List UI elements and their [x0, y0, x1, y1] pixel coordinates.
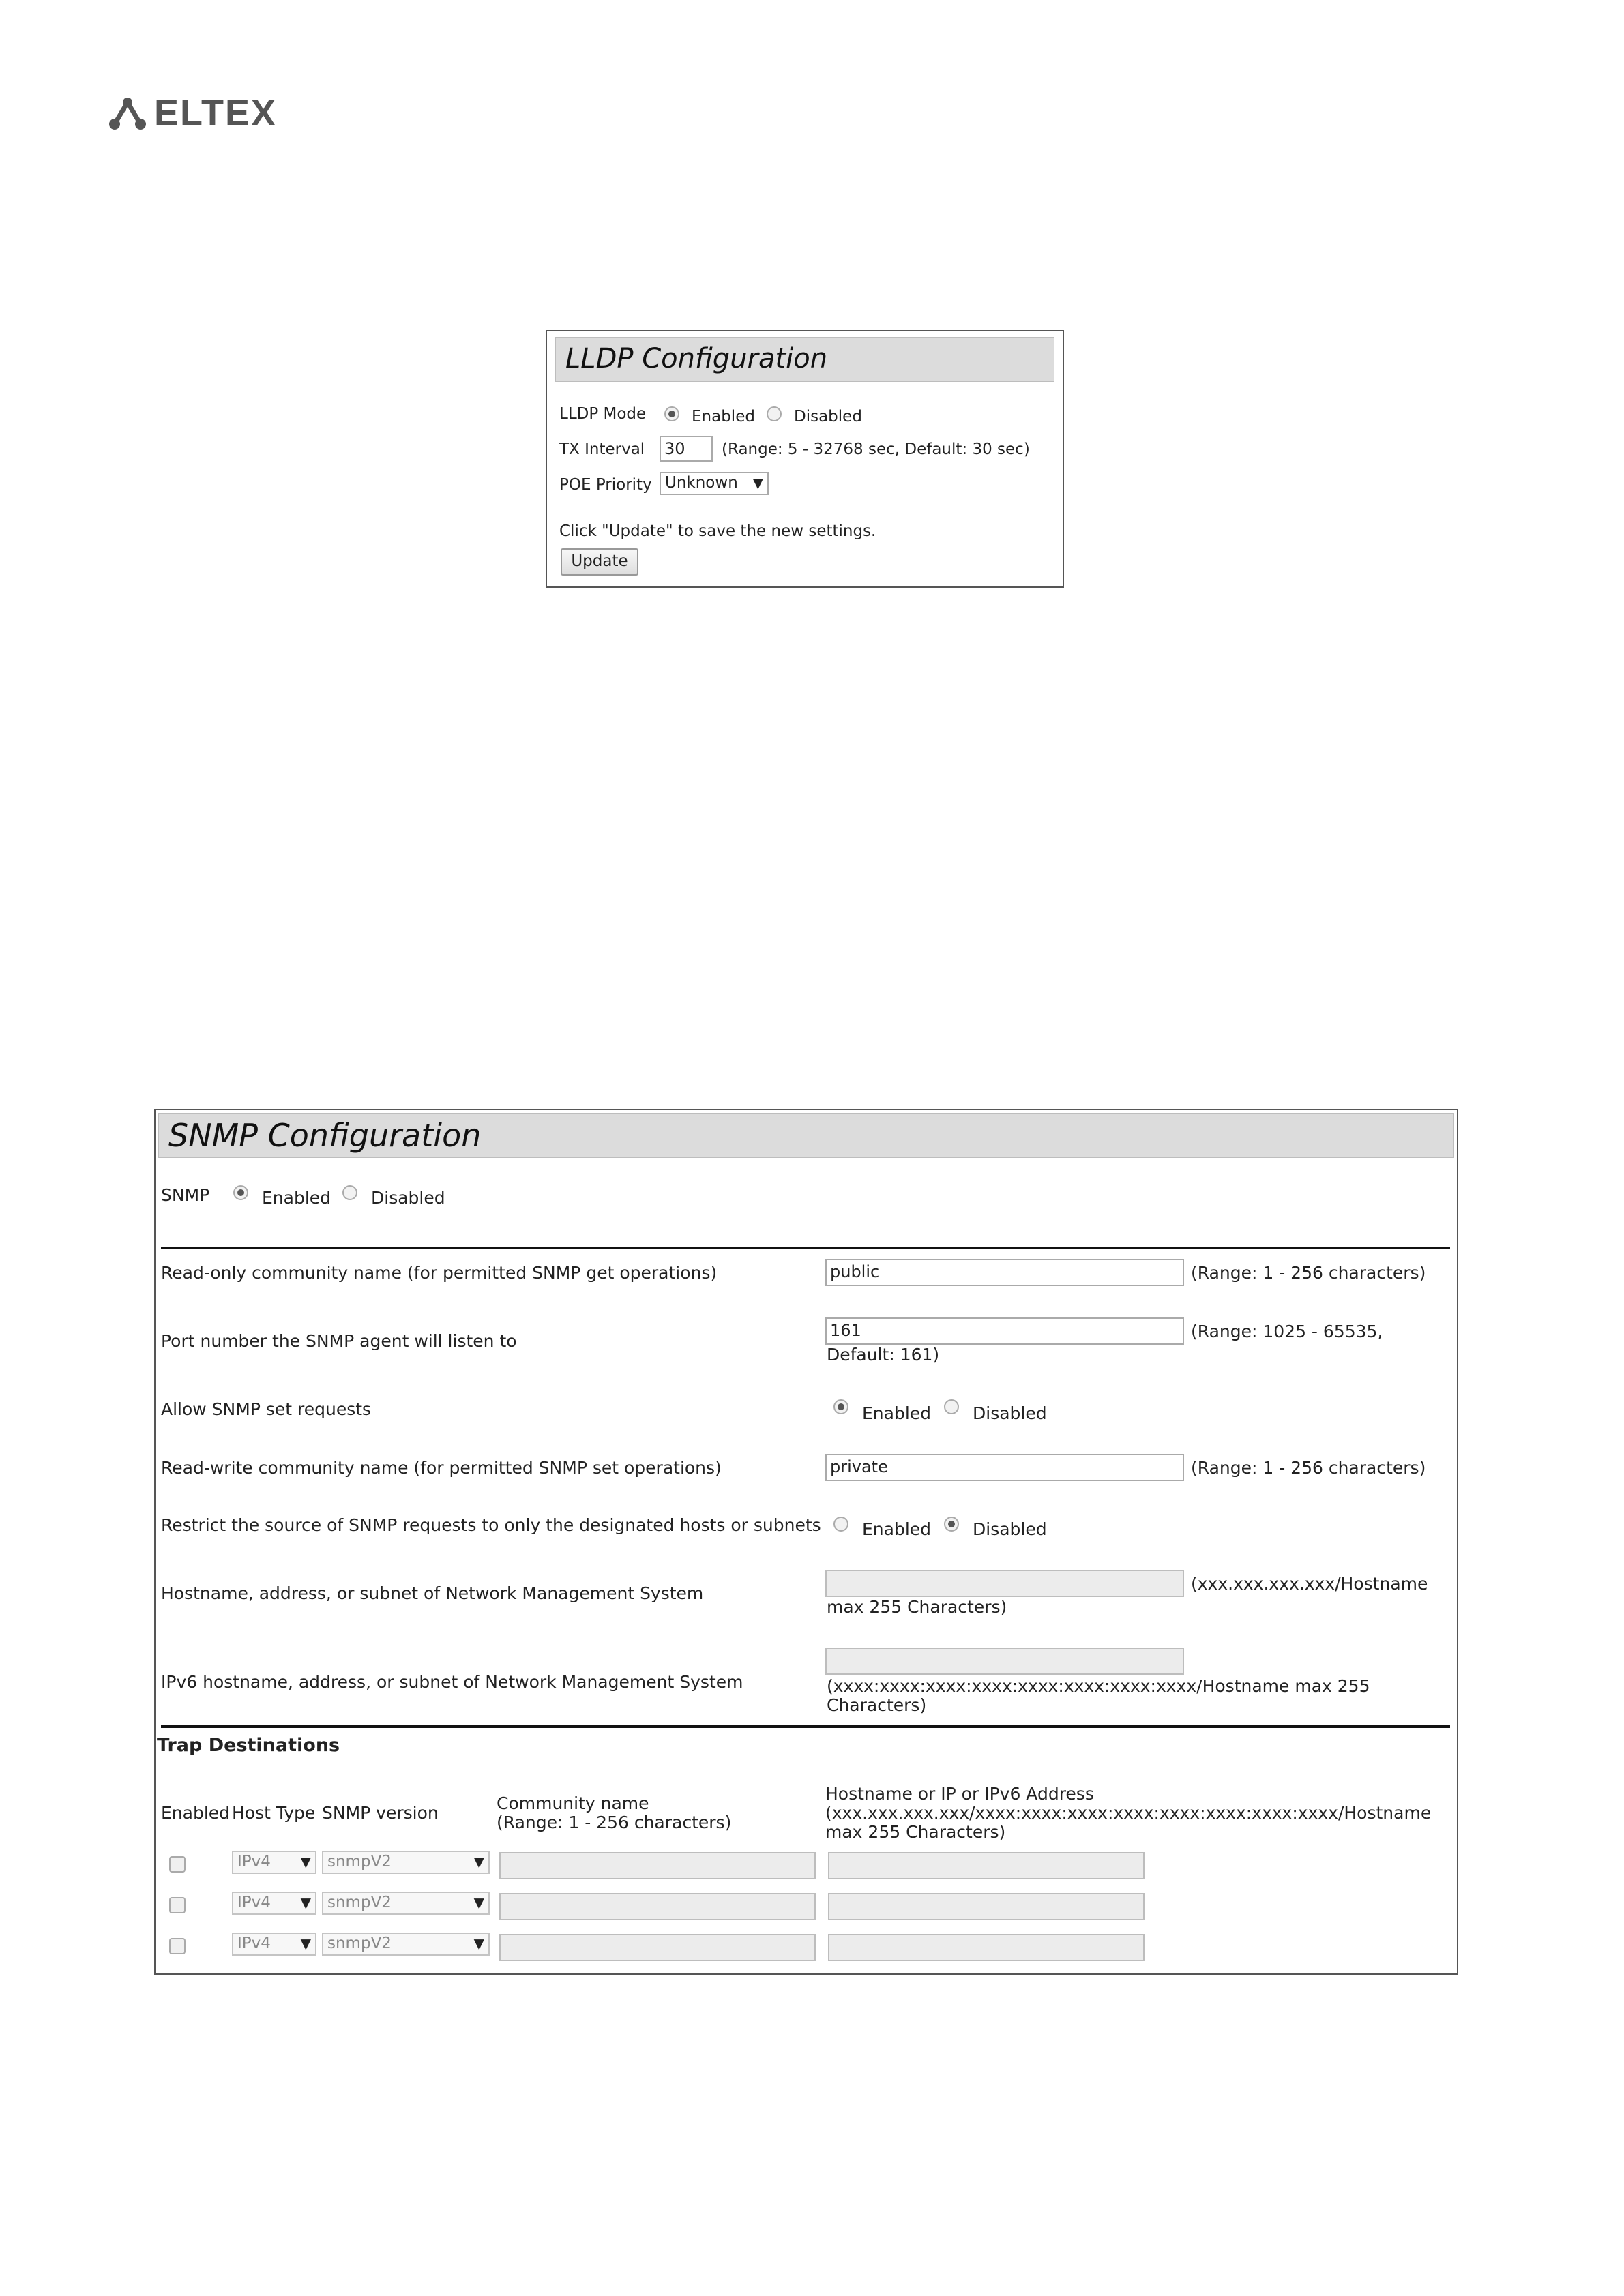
lldp-disabled-label: Disabled — [794, 408, 862, 426]
section-divider — [161, 1247, 1450, 1249]
snmp-disabled-radio[interactable] — [342, 1185, 357, 1200]
chevron-down-icon: ▼ — [300, 1935, 311, 1952]
nms-hint-2: max 255 Characters) — [827, 1597, 1007, 1617]
snmp-enabled-label: Enabled — [262, 1188, 331, 1208]
nms-hint-1: (xxx.xxx.xxx.xxx/Hostname — [1191, 1574, 1428, 1594]
set-requests-label: Allow SNMP set requests — [161, 1399, 372, 1419]
ro-community-input[interactable]: public — [825, 1259, 1184, 1286]
ro-community-label: Read-only community name (for permitted SNMP get operations) — [161, 1263, 718, 1283]
trap-host-type-value: IPv4 — [237, 1894, 271, 1911]
trap-host-type-value: IPv4 — [237, 1935, 271, 1952]
trap-community-input[interactable] — [499, 1893, 816, 1920]
col-host-type: Host Type — [232, 1803, 316, 1823]
restrict-enabled-label: Enabled — [862, 1519, 932, 1539]
port-hint-2: Default: 161) — [827, 1345, 940, 1365]
nms6-label: IPv6 hostname, address, or subnet of Network Management System — [161, 1672, 743, 1692]
chevron-down-icon: ▼ — [300, 1894, 311, 1911]
col-community-2: (Range: 1 - 256 characters) — [497, 1813, 732, 1832]
col-host-1: Hostname or IP or IPv6 Address — [825, 1784, 1094, 1804]
chevron-down-icon: ▼ — [752, 475, 763, 491]
trap-host-input[interactable] — [828, 1893, 1145, 1920]
snmp-title: SNMP Configuration — [158, 1113, 1454, 1158]
lldp-disabled-radio[interactable] — [767, 406, 782, 421]
restrict-label: Restrict the source of SNMP requests to only the designated hosts or subnets — [161, 1515, 821, 1535]
trap-enabled-checkbox[interactable] — [169, 1938, 186, 1954]
nms-label: Hostname, address, or subnet of Network Management System — [161, 1583, 704, 1603]
rw-community-input[interactable]: private — [825, 1454, 1184, 1481]
poe-priority-select[interactable] — [660, 472, 769, 495]
rw-community-label: Read-write community name (for permitted SNMP set operations) — [161, 1458, 722, 1478]
snmp-panel — [154, 1109, 1458, 1975]
save-note: Click "Update" to save the new settings. — [559, 522, 876, 540]
nms6-hint-1: (xxxx:xxxx:xxxx:xxxx:xxxx:xxxx:xxxx:xxxx/Hostname max 255 — [827, 1676, 1370, 1696]
port-label: Port number the SNMP agent will listen to — [161, 1331, 517, 1351]
restrict-disabled-radio[interactable] — [944, 1517, 959, 1532]
trap-community-input[interactable] — [499, 1934, 816, 1961]
rw-community-hint: (Range: 1 - 256 characters) — [1191, 1458, 1426, 1478]
trap-host-input[interactable] — [828, 1934, 1145, 1961]
set-disabled-radio[interactable] — [944, 1399, 959, 1414]
trap-host-input[interactable] — [828, 1852, 1145, 1879]
lldp-mode-label: LLDP Mode — [559, 405, 647, 423]
set-disabled-label: Disabled — [973, 1403, 1047, 1423]
restrict-disabled-label: Disabled — [973, 1519, 1047, 1539]
chevron-down-icon: ▼ — [473, 1853, 484, 1870]
eltex-logo-icon — [108, 95, 147, 131]
set-enabled-label: Enabled — [862, 1403, 932, 1423]
trap-version-select[interactable] — [322, 1933, 490, 1956]
lldp-enabled-label: Enabled — [692, 408, 755, 426]
col-snmp-version: SNMP version — [322, 1803, 439, 1823]
trap-enabled-checkbox[interactable] — [169, 1897, 186, 1913]
lldp-title: LLDP Configuration — [555, 337, 1054, 382]
port-hint-1: (Range: 1025 - 65535, — [1191, 1322, 1383, 1341]
snmp-disabled-label: Disabled — [371, 1188, 445, 1208]
trap-host-type-select[interactable] — [232, 1892, 316, 1915]
lldp-panel — [546, 330, 1064, 588]
col-host-2: (xxx.xxx.xxx.xxx/xxxx:xxxx:xxxx:xxxx:xxxx:xxxx:xxxx:xxxx/Hostname — [825, 1803, 1432, 1823]
tx-interval-input[interactable]: 30 — [660, 436, 713, 462]
update-button[interactable]: Update — [561, 548, 638, 576]
ro-community-hint: (Range: 1 - 256 characters) — [1191, 1263, 1426, 1283]
eltex-logo — [108, 93, 277, 134]
lldp-enabled-radio[interactable] — [664, 406, 679, 421]
set-enabled-radio[interactable] — [833, 1399, 848, 1414]
col-enabled: Enabled — [161, 1803, 231, 1823]
nms6-hint-2: Characters) — [827, 1695, 927, 1715]
snmp-mode-label: SNMP — [161, 1185, 210, 1205]
col-host-3: max 255 Characters) — [825, 1822, 1006, 1842]
chevron-down-icon: ▼ — [473, 1894, 484, 1911]
trap-destinations-heading: Trap Destinations — [157, 1735, 340, 1756]
poe-priority-label: POE Priority — [559, 476, 652, 494]
poe-priority-value: Unknown — [665, 474, 738, 492]
section-divider — [161, 1725, 1450, 1728]
trap-version-select[interactable] — [322, 1851, 490, 1874]
chevron-down-icon: ▼ — [473, 1935, 484, 1952]
trap-host-type-value: IPv4 — [237, 1853, 271, 1870]
trap-host-type-select[interactable] — [232, 1851, 316, 1874]
trap-version-value: snmpV2 — [327, 1894, 392, 1911]
trap-version-value: snmpV2 — [327, 1935, 392, 1952]
port-input[interactable]: 161 — [825, 1317, 1184, 1345]
tx-interval-label: TX Interval — [559, 441, 645, 458]
chevron-down-icon: ▼ — [300, 1853, 311, 1870]
trap-version-select[interactable] — [322, 1892, 490, 1915]
trap-community-input[interactable] — [499, 1852, 816, 1879]
trap-version-value: snmpV2 — [327, 1853, 392, 1870]
logo-text: ELTEX — [154, 93, 278, 134]
snmp-enabled-radio[interactable] — [233, 1185, 248, 1200]
restrict-enabled-radio[interactable] — [833, 1517, 848, 1532]
nms-input[interactable] — [825, 1570, 1184, 1597]
trap-enabled-checkbox[interactable] — [169, 1856, 186, 1873]
tx-interval-hint: (Range: 5 - 32768 sec, Default: 30 sec) — [722, 441, 1030, 458]
nms6-input[interactable] — [825, 1648, 1184, 1675]
col-community-1: Community name — [497, 1793, 649, 1813]
trap-host-type-select[interactable] — [232, 1933, 316, 1956]
